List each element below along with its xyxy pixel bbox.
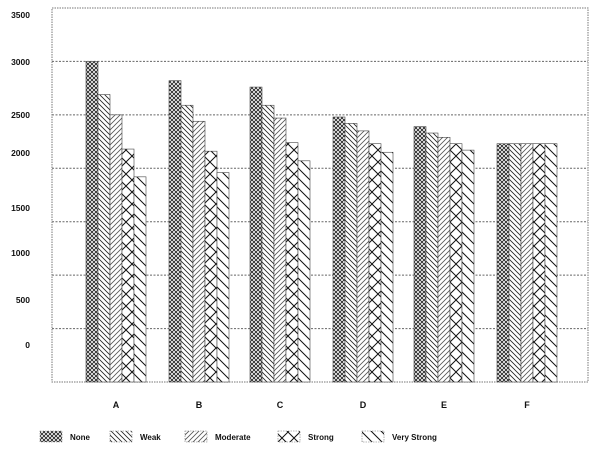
- legend-item-moderate: [185, 431, 251, 442]
- bar-C-none: [250, 87, 262, 382]
- x-axis: [113, 400, 531, 410]
- bar-D-moderate: [357, 131, 369, 382]
- legend-swatch: [278, 431, 300, 442]
- bar-E-strong: [450, 144, 462, 382]
- bar-C-strong: [286, 143, 298, 382]
- bar-E-weak: [426, 133, 438, 382]
- bar-F-strong: [533, 144, 545, 382]
- bar-A-strong: [122, 149, 134, 382]
- legend-item-strong: [278, 431, 334, 442]
- bar-B-none: [169, 81, 181, 382]
- bar-D-strong: [369, 144, 381, 382]
- legend: [40, 431, 437, 442]
- y-tick-label: 500: [15, 295, 30, 305]
- bar-A-weak: [98, 95, 110, 382]
- x-tick-label: A: [112, 400, 120, 410]
- y-axis: [11, 10, 30, 350]
- legend-label: Weak: [140, 433, 161, 442]
- bar-A-very-strong: [134, 177, 146, 382]
- x-tick-label: B: [195, 400, 203, 410]
- legend-label: Strong: [308, 433, 334, 442]
- legend-item-none: [40, 431, 91, 442]
- bar-D-very-strong: [381, 152, 393, 382]
- legend-label: Very Strong: [392, 433, 437, 442]
- legend-label: Moderate: [215, 433, 251, 442]
- x-tick-label: D: [359, 400, 367, 410]
- bar-A-moderate: [110, 115, 122, 382]
- bar-D-weak: [345, 123, 357, 382]
- y-tick-label: 1000: [11, 248, 30, 258]
- bar-E-moderate: [438, 137, 450, 382]
- bar-E-very-strong: [462, 150, 474, 382]
- bar-F-weak: [509, 144, 521, 382]
- bar-F-none: [497, 144, 509, 382]
- legend-swatch: [362, 431, 384, 442]
- legend-label: None: [70, 433, 90, 442]
- y-tick-label: 3500: [11, 10, 30, 20]
- legend-swatch: [40, 431, 62, 442]
- bar-C-weak: [262, 105, 274, 382]
- bar-F-very-strong: [545, 144, 557, 382]
- bar-D-none: [333, 117, 345, 382]
- y-tick-label: 3000: [11, 57, 30, 67]
- bar-B-weak: [181, 105, 193, 382]
- bar-B-strong: [205, 151, 217, 382]
- legend-item-very-strong: [362, 431, 437, 442]
- bar-A-none: [86, 61, 98, 382]
- legend-swatch: [185, 431, 207, 442]
- x-tick-label: E: [440, 400, 448, 410]
- legend-item-weak: [110, 431, 161, 442]
- legend-swatch: [110, 431, 132, 442]
- y-tick-label: 1500: [11, 203, 30, 213]
- bar-C-very-strong: [298, 161, 310, 382]
- bar-B-very-strong: [217, 173, 229, 382]
- y-tick-label: 2500: [11, 110, 30, 120]
- x-tick-label: C: [276, 400, 284, 410]
- bar-C-moderate: [274, 118, 286, 382]
- bar-F-moderate: [521, 144, 533, 382]
- bar-E-none: [414, 127, 426, 382]
- y-tick-label: 0: [25, 340, 30, 350]
- x-tick-label: F: [524, 400, 530, 410]
- y-tick-label: 2000: [11, 148, 30, 158]
- bar-B-moderate: [193, 121, 205, 382]
